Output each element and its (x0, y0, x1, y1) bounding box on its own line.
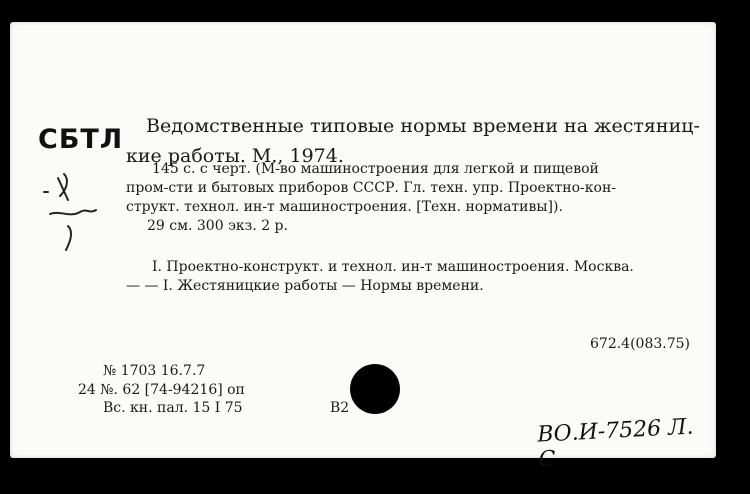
description-line4: 29 см. 300 экз. 2 р. (147, 218, 288, 234)
library-code-stamp: СБТЛ (38, 124, 124, 155)
handwritten-note: ВО.И-7526 Л. С (536, 414, 695, 473)
tracing-line2: — — I. Жестяницкие работы — Нормы времени. (126, 278, 484, 294)
registry-line3: Вс. кн. пал. 15 I 75 (103, 400, 243, 416)
description-line1: 145 с. с черт. (М-во машиностроения для легкой и пищевой (152, 161, 599, 177)
description-line3: структ. технол. ин-т машиностроения. [Техн. нормативы]). (126, 199, 563, 215)
card-title-line1: Ведомственные типовые нормы времени на жестяниц- (146, 115, 700, 137)
udc-classification: 672.4(083.75) (590, 336, 690, 352)
description-line2: пром-сти и бытовых приборов СССР. Гл. техн. упр. Проектно-кон- (126, 180, 617, 196)
ink-blot (350, 364, 400, 414)
catalog-card (10, 22, 716, 473)
registry-line3-suffix: В2 (330, 400, 350, 416)
tracing-line1: I. Проектно-конструкт. и технол. ин-т машиностроения. Москва. (152, 259, 634, 275)
card-title-line2: кие работы. М., 1974. (126, 145, 344, 167)
handwritten-mark-icon (40, 170, 110, 260)
registry-line1: № 1703 16.7.7 (103, 363, 206, 379)
registry-line2: 24 №. 62 [74-94216] оп (78, 382, 245, 398)
